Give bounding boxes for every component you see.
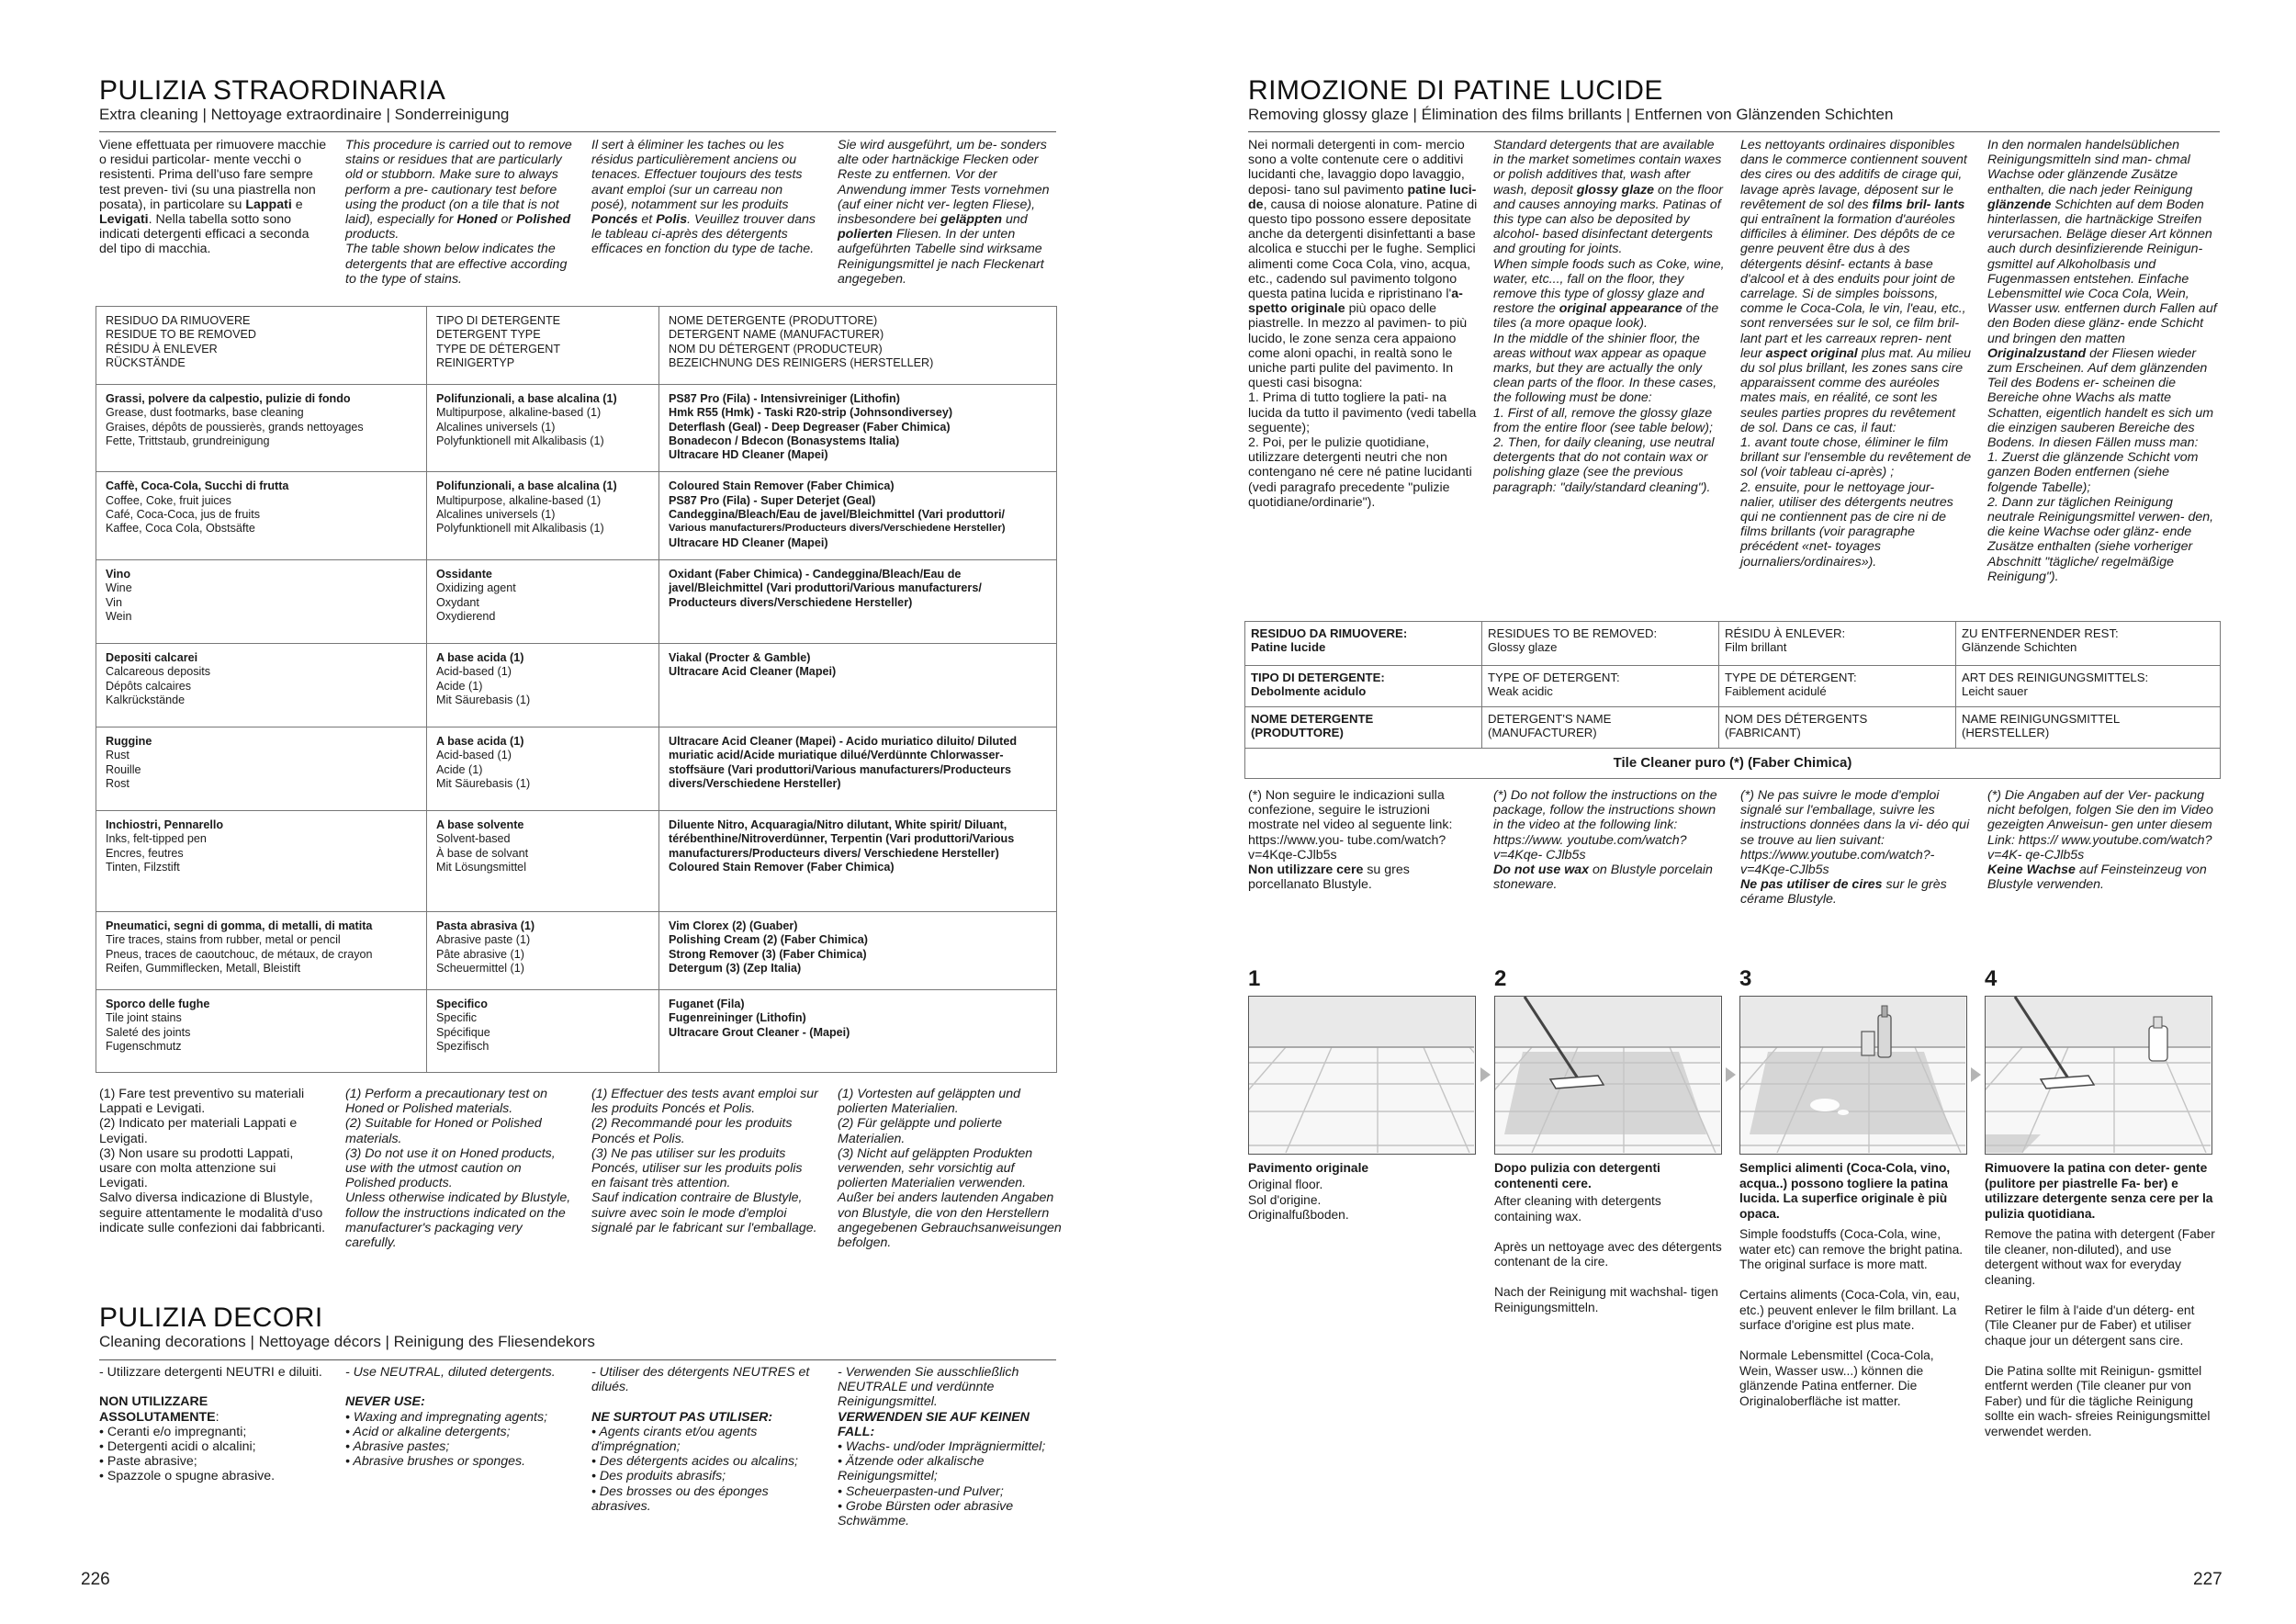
table-row xyxy=(96,472,1057,559)
header-residue: RESIDUO DA RIMUOVERE RESIDUE TO BE REMOVED RÉSIDU À ENLEVER RÜCKSTÄNDE xyxy=(96,307,427,385)
residue-name: Pneumatici, segni di gomma, di metalli, di matita xyxy=(106,919,373,932)
glaze-cell: ART DES REINIGUNGSMITTELS: Leicht sauer xyxy=(1956,666,2221,707)
detergent-names: Viakal (Procter & Gamble) Ultracare Acid Cleaner (Mapei) xyxy=(669,650,837,679)
table-row xyxy=(1245,749,2221,779)
stains-table-header xyxy=(96,307,1057,385)
glaze-intro-columns xyxy=(1248,138,2220,584)
glaze-cell: RESIDUO DA RIMUOVERE: Patine lucide xyxy=(1245,622,1482,666)
detergent-names: Fuganet (Fila) Fugenreininger (Lithofin) Ultracare Grout Cleaner - (Mapei) xyxy=(669,997,850,1039)
glaze-cell: RÉSIDU À ENLEVER: Film brillant xyxy=(1719,622,1956,666)
arrow-right-icon xyxy=(1971,1067,1981,1082)
table-row xyxy=(1245,707,2221,749)
detergent-names-tail: Ultracare HD Cleaner (Mapei) xyxy=(669,536,828,549)
detergent-type-translations: Solvent-based À base de solvant Mit Lösungsmittel xyxy=(436,832,529,874)
detergent-names: Diluente Nitro, Acquaragia/Nitro dilutant, White spirit/ Diluant, térébenthine/Nitroverdünner, Terpentin (Vari produttori/Various manufacturers/Producteurs divers/ Verschiedene Hersteller) Coloured Stain Remover (Faber Chimica) xyxy=(669,818,1015,874)
residue-translations: Grease, dust footmarks, base cleaning Graises, dépôts de poussierès, grands nettoyages Fette, Trittstaub, grundreinigung xyxy=(106,406,364,447)
step-caption-title-2: Dopo pulizia con detergenti contenenti cere. xyxy=(1494,1161,1660,1190)
step-caption-text-4: Remove the patina with detergent (Faber tile cleaner, non-diluted), and use detergent without wax for everyday cleaning. Retirer le film à l'aide d'un déterg- ent (Tile Cleaner pur de Faber) et utiliser chaque jour un détergent sans cire. Die Patina sollte mit Reinigun- gsmittel entfernt werden (Tile cleaner pur von Faber) und für die tägliche Reinigung sollte ein wach- sfreies Reinigungsmittel verwendet werden. xyxy=(1985,1227,2215,1438)
detergent-type-translations: Specific Spécifique Spezifisch xyxy=(436,1011,490,1053)
glaze-intro-fr: Les nettoyants ordinaires disponibles dans le commerce contiennent souvent des cires ou des additifs de cirage qui, lavage après lavage, déposent sur le revêtement de sol des films bril- lants qui entraînent la formation d'auréoles difficiles à éliminer. Des dépôts de ce genre peuvent être dus à des détergents désinf- ectants à base d'alcool et à des enduits pour joint de carrelage. Si de simples boissons, comme le Coca-Cola, le vin, l'eau, etc., sont renversées sur le sol, ce film bril- lant part et les carreaux repren- nent leur aspect original plus mat. Au milieu du sol plus brillant, les zones sans cire apparaissent comme des auréoles mates mais, en réalité, ce sont les seules parties propres du revêtement de sol. Dans ce cas, il faut: 1. avant toute chose, éliminer le film brillant sur l'ensemble du revêtement de sol (voir tableau ci-après) ; 2. ensuite, pour le nettoyage jour- nalier, utiliser des détergents neutres qui ne contiennent pas de cire ni de films brillants (voir paragraphe précédent «net- toyages journaliers/ordinaires»). xyxy=(1740,138,1972,570)
decor-columns xyxy=(99,1365,1056,1528)
detergent-type-translations: Multipurpose, alkaline-based (1) Alcalines universels (1) Polyfunktionell mit Alkalibasis (1) xyxy=(436,493,604,536)
detergent-type: A base acida (1) xyxy=(436,734,524,748)
residue-name: Vino xyxy=(106,567,131,581)
glaze-cell: TYPE OF DETERGENT: Weak acidic xyxy=(1482,666,1719,707)
detergent-type: Pasta abrasiva (1) xyxy=(436,919,535,932)
detergent-type-translations: Oxidizing agent Oxydant Oxydierend xyxy=(436,581,516,623)
residue-translations: Tile joint stains Saleté des joints Fugenschmutz xyxy=(106,1011,191,1053)
table-row xyxy=(96,727,1057,810)
residue-name: Caffè, Coca-Cola, Succhi di frutta xyxy=(106,479,289,493)
step-caption-title-4: Rimuovere la patina con deter- gente (pulitore per piastrelle Fa- ber) e utilizzare detergente senza cere per la pulizia quotidiana. xyxy=(1985,1161,2213,1221)
decor-de: - Verwenden Sie ausschließlich NEUTRALE und verdünnte Reinigungsmittel. VERWENDEN SIE AUF KEINEN FALL: • Wachs- und/oder Imprägniermittel; • Ätzende oder alkalische Reinigungsmittel; • Scheuerpasten-und Pulver; • Grobe Bürsten oder abrasive Schwämme. xyxy=(838,1365,1046,1529)
table-row xyxy=(96,911,1057,989)
glaze-cell: NOME DETERGENTE (PRODUTTORE) xyxy=(1245,707,1482,749)
step-illustration-3 xyxy=(1739,996,1967,1155)
glaze-cell: NOM DES DÉTERGENTS (FABRICANT) xyxy=(1719,707,1956,749)
step-caption-text-1: Original floor. Sol d'origine. Originalfußboden. xyxy=(1248,1178,1349,1222)
section-rule xyxy=(99,1359,1056,1360)
table-row xyxy=(1245,666,2221,707)
step-illustration-4 xyxy=(1985,996,2212,1155)
step-caption-text-2: After cleaning with detergents containing wax. Après un nettoyage avec des détergents contenant de la cire. Nach der Reinigung mit wachshal- tigen Reinigungsmitteln. xyxy=(1494,1194,1722,1314)
glaze-cell: ZU ENTFERNENDER REST: Glänzende Schichten xyxy=(1956,622,2221,666)
decor-it: - Utilizzare detergenti NEUTRI e diluiti. NON UTILIZZARE ASSOLUTAMENTE: • Ceranti e/o impregnanti; • Detergenti acidi o alcalini; • Paste abrasive; • Spazzole o spugne abrasive. xyxy=(99,1365,322,1484)
step-caption-title-3: Semplici alimenti (Coca-Cola, vino, acqua..) possono togliere la patina lucida. La superfice originale è più opaca. xyxy=(1739,1161,1951,1221)
glaze-cell: RESIDUES TO BE REMOVED: Glossy glaze xyxy=(1482,622,1719,666)
residue-name: Ruggine xyxy=(106,734,152,748)
step-illustration-1 xyxy=(1248,996,1476,1155)
residue-translations: Tire traces, stains from rubber, metal or pencil Pneus, traces de caoutchouc, de métaux, de crayon Reifen, Gummiflecken, Metall, Bleistift xyxy=(106,933,373,975)
arrow-right-icon xyxy=(1726,1067,1736,1082)
intro-columns xyxy=(99,138,1056,287)
footnotes-de: (1) Vortesten auf geläppten und polierten Materialien. (2) Für geläppte und polierte Materialien. (3) Nicht auf geläppten Produkten verwenden, sehr vorsichtig auf polierten Materialien verwenden. Außer bei anders lautenden Angaben von Blustyle, die von den Herstellern angegebenen Gebrauchsanweisungen befolgen. xyxy=(838,1087,1062,1251)
star-note-it: (*) Non seguire le indicazioni sulla confezione, seguire le istruzioni mostrate nel video al seguente link: https://www.you- tube.com/watch?v=4Kqe-CJlb5s Non utilizzare cere su gres porcellanato Blustyle. xyxy=(1248,788,1453,893)
glaze-intro-de: In den normalen handelsüblichen Reinigungsmitteln sind man- chmal Wachse oder glänzende Zusätze enthalten, die nach jeder Reinigung glänzende Schichten auf dem Boden hinterlassen, die hartnäckige Streifen verursachen. Beläge dieser Art können auch durch desinfizierende Reinigun- gsmittel auf Alkoholbasis und Fugenmassen entstehen. Einfache Lebensmittel wie Coca Cola, Wein, Wasser usw. entfernen durch Fallen auf den Boden diese glänz- ende Schicht und bringen den matten Originalzustand der Fliesen wieder zum Erscheinen. Auf dem glänzenden Teil des Bodens er- scheinen die Bereiche ohne Wachs als matte Schatten, eigentlich handelt es sich um die einzigen sauberen Bereiche des Bodens. In diesen Fällen muss man: 1. Zuerst die glänzende Schicht vom ganzen Boden entfernen (siehe folgende Tabelle); 2. Dann zur täglichen Reinigung neutrale Reinigungsmittel verwen- den, die keine Wachse oder glänz- ende Zusätze enthalten (siehe vorheriger Abschnitt "tägliche/ regelmäßige Reinigung"). xyxy=(1987,138,2217,584)
step-number-3: 3 xyxy=(1739,966,1752,991)
detergent-type: Polifunzionali, a base alcalina (1) xyxy=(436,392,617,405)
step-illustration-2 xyxy=(1494,996,1722,1155)
decor-fr: - Utiliser des détergents NEUTRES et dilués. NE SURTOUT PAS UTILISER: • Agents cirants et/ou agents d'imprégnation; • Des détergents acides ou alcalins; • Des produits abrasifs; • Des brosses ou des éponges abrasives. xyxy=(591,1365,810,1514)
step-number-4: 4 xyxy=(1985,966,1998,991)
page-number: 227 xyxy=(2193,1570,2223,1589)
glaze-cell: NAME REINIGUNGSMITTEL (HERSTELLER) xyxy=(1956,707,2221,749)
footnotes-fr: (1) Effectuer des tests avant emploi sur les produits Poncés et Polis. (2) Recommandé pour les produits Poncés et Polis. (3) Ne pas utiliser sur les produits Poncés, utiliser sur les produits polis en faisant très attention. Sauf indication contraire de Blustyle, suivre avec soin le mode d'emploi signalé par le fabricant sur l'emballage. xyxy=(591,1087,818,1235)
detergent-names: Coloured Stain Remover (Faber Chimica) PS87 Pro (Fila) - Super Deterjet (Geal) Candeggina/Bleach/Eau de javel/Bleichmittel (Vari produttori/ xyxy=(669,479,1005,522)
detergent-type-translations: Acid-based (1) Acide (1) Mit Säurebasis (1) xyxy=(436,665,531,706)
residue-name: Grassi, polvere da calpestio, pulizie di fondo xyxy=(106,392,351,405)
table-row xyxy=(96,810,1057,911)
table-row xyxy=(96,989,1057,1072)
section-rule xyxy=(1248,131,2220,132)
page-right xyxy=(1148,0,2296,1624)
detergent-type-translations: Abrasive paste (1) Pâte abrasive (1) Scheuermittel (1) xyxy=(436,933,531,975)
footnotes-columns xyxy=(99,1087,1062,1251)
detergent-type: A base solvente xyxy=(436,818,524,831)
intro-de: Sie wird ausgeführt, um be- sonders alte oder hartnäckige Flecken oder Reste zu entfernen. Vor der Anwendung immer Tests vornehmen (auf einer nicht ver- legten Fliese), insbesondere bei geläppten und polierten Fliesen. In der unten aufgeführten Tabelle sind wirksame Reinigungsmittel je nach Fleckenart angegeben. xyxy=(838,138,1050,287)
header-type: TIPO DI DETERGENTE DETERGENT TYPE TYPE DE DÉTERGENT REINIGERTYP xyxy=(427,307,659,385)
footnotes-en: (1) Perform a precautionary test on Honed or Polished materials. (2) Suitable for Honed or Polished materials. (3) Do not use it on Honed products, use with the utmost caution on Polished products. Unless otherwise indicated by Blustyle, follow the instructions indicated on the manufacturer's packaging very carefully. xyxy=(345,1087,571,1251)
step-number-1: 1 xyxy=(1248,966,1261,991)
detergent-type-translations: Acid-based (1) Acide (1) Mit Säurebasis (1) xyxy=(436,749,531,790)
star-notes-columns xyxy=(1248,788,2220,908)
detergent-names: Oxidant (Faber Chimica) - Candeggina/Bleach/Eau de javel/Bleichmittel (Vari produttori/Various manufacturers/ Producteurs divers/Verschiedene Hersteller) xyxy=(669,567,982,609)
mop-icon xyxy=(1986,997,2211,1153)
bottle-icon xyxy=(1740,997,1965,1153)
detergent-type: Polifunzionali, a base alcalina (1) xyxy=(436,479,617,493)
detergent-names-small: Various manufacturers/Producteurs divers/Verschiedene Hersteller) xyxy=(669,523,1006,535)
intro-en: This procedure is carried out to remove stains or residues that are particularly old or stubborn. Make sure to always perform a pre- cautionary test before using the product (on a tile that is not laid), especially for Honed or Polished products. The table shown below indicates the detergents that are effective according to the type of stains. xyxy=(345,138,572,287)
detergent-type: Ossidante xyxy=(436,567,492,581)
detergent-type-translations: Multipurpose, alkaline-based (1) Alcalines universels (1) Polyfunktionell mit Alkalibasis (1) xyxy=(436,406,604,447)
decor-en: - Use NEUTRAL, diluted detergents. NEVER USE: • Waxing and impregnating agents; • Acid or alkaline detergents; • Abrasive pastes; • Abrasive brushes or sponges. xyxy=(345,1365,556,1470)
residue-name: Sporco delle fughe xyxy=(106,997,210,1010)
residue-translations: Coffee, Coke, fruit juices Café, Coca-Coca, jus de fruits Kaffee, Coca Cola, Obstsäfte xyxy=(106,493,260,536)
detergent-names: PS87 Pro (Fila) - Intensivreiniger (Lithofin) Hmk R55 (Hmk) - Taski R20-strip (Johnsondiversey) Deterflash (Geal) - Deep Degreaser (Faber Chimica) Bonadecon / Bdecon (Bonasystems Italia) Ultracare HD Cleaner (Mapei) xyxy=(669,392,953,462)
step-caption-text-3: Simple foodstuffs (Coca-Cola, wine, water etc) can remove the bright patina. The original surface is more matt. Certains aliments (Coca-Cola, vin, eau, etc.) peuvent enlever le film brillant. La surface d'origine est plus mate. Normale Lebensmittel (Coca-Cola, Wein, Wasser usw...) können die glänzende Patina entferner. Die Originaloberfläche ist matter. xyxy=(1739,1227,1964,1408)
detergent-type: Specifico xyxy=(436,997,488,1010)
residue-translations: Inks, felt-tipped pen Encres, feutres Tinten, Filzstift xyxy=(106,832,207,874)
stains-table xyxy=(96,306,1057,1073)
glaze-product: Tile Cleaner puro (*) (Faber Chimica) xyxy=(1245,749,2221,779)
table-row xyxy=(96,559,1057,643)
step-caption-title-1: Pavimento originale xyxy=(1248,1161,1369,1175)
section-title-glaze: RIMOZIONE DI PATINE LUCIDE xyxy=(1248,75,1663,106)
detergent-type: A base acida (1) xyxy=(436,650,524,664)
section-title-extra-cleaning: PULIZIA STRAORDINARIA xyxy=(99,75,446,106)
detergent-names: Vim Clorex (2) (Guaber) Polishing Cream (2) (Faber Chimica) Strong Remover (3) (Faber Chimica) Detergum (3) (Zep Italia) xyxy=(669,919,868,975)
glaze-intro-it: Nei normali detergenti in com- mercio sono a volte contenute cere o additivi lucidanti che, lavaggio dopo lavaggio, deposi- tano sul pavimento patine luci- de, causa di noiose alonature. Patine di questo tipo possono essere depositate anche da detergenti disinfettanti a base alcolica e stucchi per le fughe. Semplici alimenti come Coca Cola, vino, acqua, etc., cadendo sul pavimento tolgono questa patina lucida e ripristinano l'a- spetto originale più opaco delle piastrelle. In mezzo al pavimen- to più lucido, le zone senza cera appaiono come aloni opachi, in realtà sono le uniche parti pulite del pavimento. In questi casi bisogna: 1. Prima di tutto togliere la pati- na lucida da tutto il pavimento (vedi tabella seguente); 2. Poi, per le pulizie quotidiane, utilizzare detergenti neutri che non contengano né cere né patine lucidanti (vedi paragrafo precedente "pulizie quotidiane/ordinarie"). xyxy=(1248,138,1478,510)
tiled-floor-icon xyxy=(1249,997,1474,1153)
mop-icon xyxy=(1495,997,1720,1153)
residue-translations: Wine Vin Wein xyxy=(106,581,132,623)
table-row xyxy=(96,385,1057,472)
glaze-cell: DETERGENT'S NAME (MANUFACTURER) xyxy=(1482,707,1719,749)
residue-name: Depositi calcarei xyxy=(106,650,198,664)
section-subtitle-glaze: Removing glossy glaze | Élimination des films brillants | Entfernen von Glänzenden Schichten xyxy=(1248,106,1894,123)
header-name: NOME DETERGENTE (PRODUTTORE) DETERGENT NAME (MANUFACTURER) NOM DU DÉTERGENT (PRODUCTEUR) BEZEICHNUNG DES REINIGERS (HERSTELLER) xyxy=(659,307,1057,385)
residue-translations: Rust Rouille Rost xyxy=(106,749,141,790)
section-title-decorations: PULIZIA DECORI xyxy=(99,1303,323,1333)
glaze-table xyxy=(1244,621,2221,779)
intro-fr: Il sert à éliminer les taches ou les résidus particulièrement anciens ou tenaces. Effectuer toujours des tests avant emploi (sur un carreau non posé), notamment sur les produits Poncés et Polis. Veuillez trouver dans le tableau ci-après des détergents efficaces en fonction du type de tache. xyxy=(591,138,816,257)
glaze-cell: TIPO DI DETERGENTE: Debolmente acidulo xyxy=(1245,666,1482,707)
star-note-fr: (*) Ne pas suivre le mode d'emploi signalé sur l'emballage, suivre les instructions données dans la vi- déo qui se trouve au lien suivant: https://www.youtube.com/watch?- v=4Kqe-CJlb5s Ne pas utiliser de cires sur le grès cérame Blustyle. xyxy=(1740,788,1970,908)
page-number: 226 xyxy=(81,1570,110,1589)
section-subtitle-extra-cleaning: Extra cleaning | Nettoyage extraordinaire | Sonderreinigung xyxy=(99,106,510,123)
section-subtitle-decorations: Cleaning decorations | Nettoyage décors | Reinigung des Fliesendekors xyxy=(99,1333,595,1350)
residue-name: Inchiostri, Pennarello xyxy=(106,818,224,831)
glaze-cell: TYPE DE DÉTERGENT: Faiblement acidulé xyxy=(1719,666,1956,707)
table-row xyxy=(96,643,1057,727)
footnotes-it: (1) Fare test preventivo su materiali Lappati e Levigati. (2) Indicato per materiali Lappati e Levigati. (3) Non usare su prodotti Lappati, usare con molta attenzione sui Levigati. Salvo diversa indicazione di Blustyle, seguire attentamente le modalità d'uso indicate sulle confezioni dai fabbricanti. xyxy=(99,1087,326,1235)
star-note-en: (*) Do not follow the instructions on the package, follow the instructions shown in the video at the following link: https://www. youtube.com/watch?v=4Kqe- CJlb5s Do not use wax on Blustyle porcelain stoneware. xyxy=(1493,788,1717,893)
residue-translations: Calcareous deposits Dépôts calcaires Kalkrückstände xyxy=(106,665,211,706)
arrow-right-icon xyxy=(1480,1067,1491,1082)
intro-it: Viene effettuata per rimuovere macchie o residui particolar- mente vecchi o resistenti. Prima dell'uso fare sempre test preven- tivi (su una piastrella non posata), in particolare su Lappati e Levigati. Nella tabella sotto sono indicati detergenti efficaci a seconda del tipo di macchia. xyxy=(99,138,327,257)
section-rule xyxy=(99,131,1056,132)
step-number-2: 2 xyxy=(1494,966,1507,991)
star-note-de: (*) Die Angaben auf der Ver- packung nicht befolgen, folgen Sie den im Video gezeigten Anweisun- gen unter diesem Link: https:// www.youtube.com/watch?v=4K- qe-CJlb5s Keine Wachse auf Feinsteinzeug von Blustyle verwenden. xyxy=(1987,788,2213,893)
table-row xyxy=(1245,622,2221,666)
detergent-names: Ultracare Acid Cleaner (Mapei) - Acido muriatico diluito/ Diluted muriatic acid/Acide muriatique dilué/Verdünnte Chlorwasser-stoffsäure (Vari produttori/Various manufacturers/Producteurs divers/Verschiedene Hersteller) xyxy=(669,734,1018,790)
glaze-intro-en: Standard detergents that are available in the market sometimes contain waxes or polish additives that, wash after wash, deposit glossy glaze on the floor and causes annoying marks. Patinas of this type can also be deposited by alcohol- based disinfectant detergents and grouting for joints. When simple foods such as Coke, wine, water, etc..., fall on the floor, they remove this type of glossy glaze and restore the original appearance of the tiles (a more opaque look). In the middle of the shinier floor, the areas without wax appear as opaque marks, but they are actually the only clean parts of the floor. In these cases, the following must be done: 1. First of all, remove the glossy glaze from the entire floor (see table below); 2. Then, for daily cleaning, use neutral detergents that do not contain wax or polishing glaze (see the previous paragraph: "daily/standard cleaning"). xyxy=(1493,138,1725,495)
